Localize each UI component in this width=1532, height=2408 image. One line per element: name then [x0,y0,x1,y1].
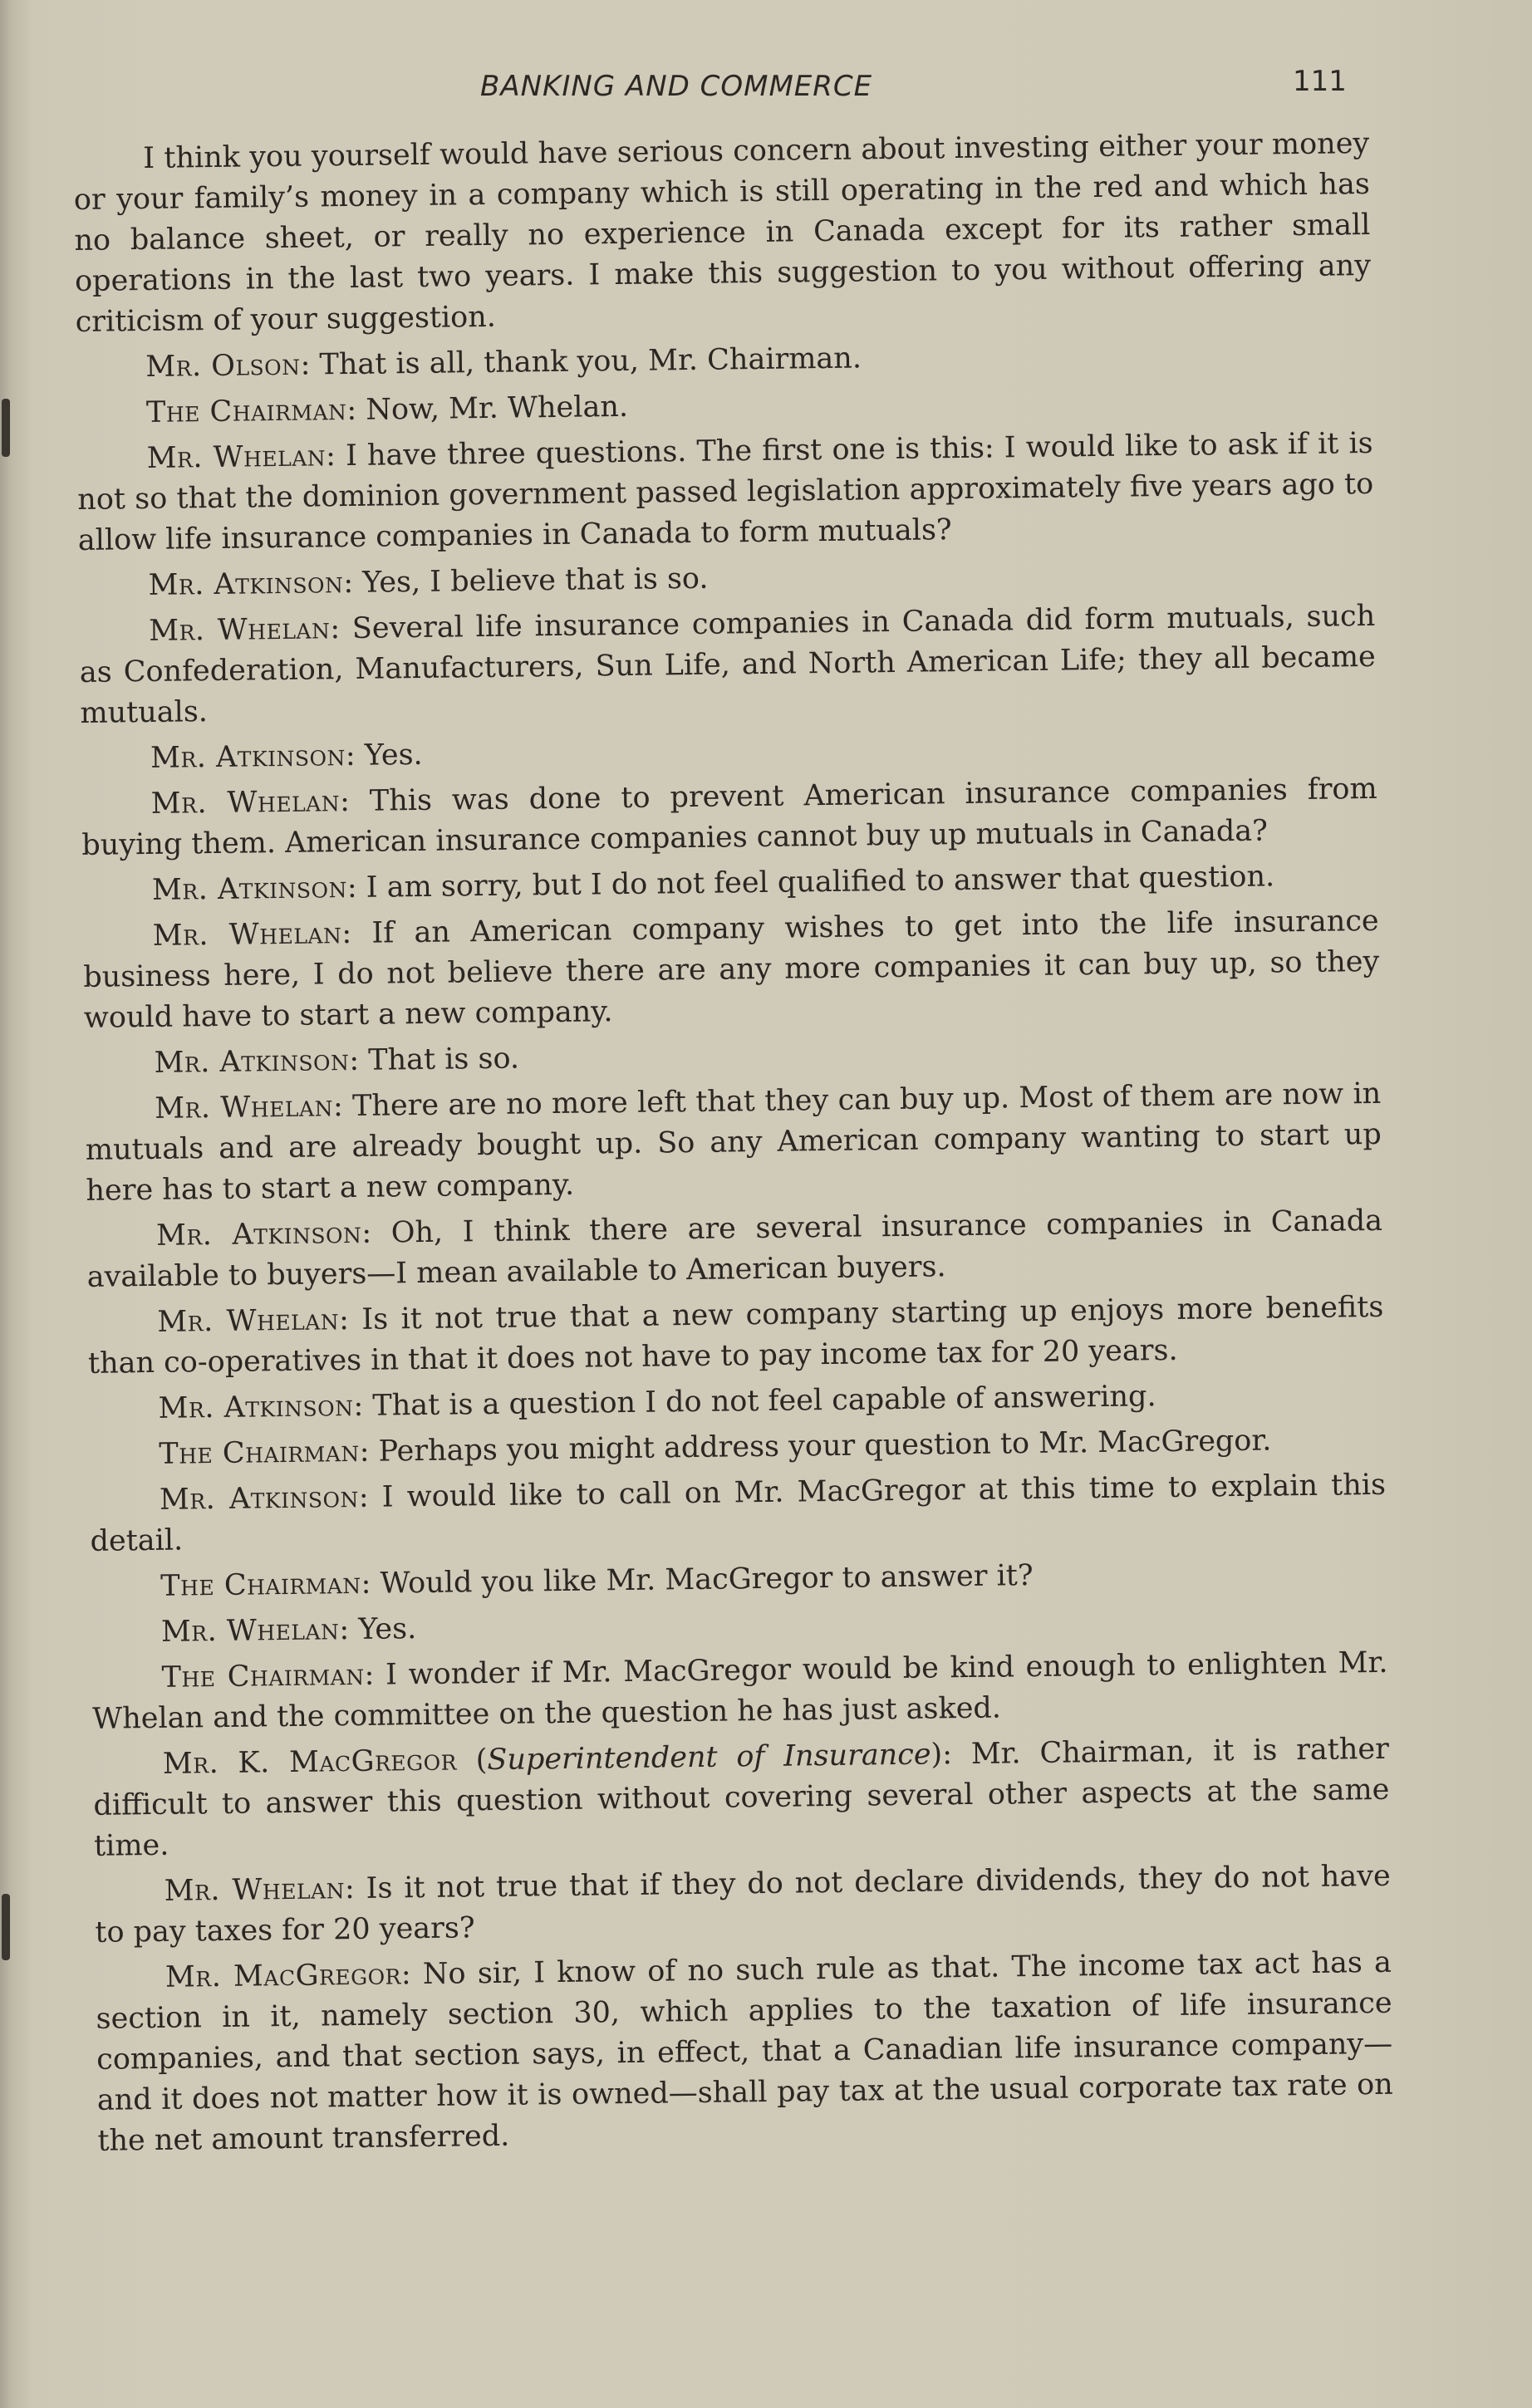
speech-text: This was done to prevent American insurance companies from buying them. American insurance companies cannot buy up mutuals in Canada? [81,772,1377,862]
speaker-name: Mr. Whelan [150,785,341,821]
transcript-paragraph: Mr. Olson: That is all, thank you, Mr. Chairman. [145,341,862,384]
speech-text: If an American company wishes to get into the life insurance business here, I do not believe there are any more companies it can buy up, so they would have to start a new company. [83,904,1380,1035]
speaker-name: Mr. Atkinson [150,739,346,775]
transcript-paragraph: Mr. Whelan: Several life insurance companies in Canada did form mutuals, such as Confederation, Manufacturers, Sun Life, and North American Life; they all became mutuals. [79,599,1376,730]
speech-text: Now, Mr. Whelan. [366,390,629,427]
transcript-paragraph: The Chairman: Now, Mr. Whelan. [145,390,629,429]
speech-text: Oh, I think there are several insurance companies in Canada available to buyers—I mean available to American buyers. [86,1204,1383,1294]
speech-text: No sir, I know of no such rule as that. The income tax act has a section in it, namely section 30, which applies to the taxation of life insurance companies, and that section says, in effect, that a Canadian life insurance company—and it does not matter how it is owned—shall pay tax at the usual corporate tax rate on the net amount transferred. [96,1945,1393,2158]
transcript-paragraph: Mr. Whelan: There are no more left that they can buy up. Most of them are now in mutuals and are already bought up. So any American company wanting to start up here has to start a new company. [85,1076,1382,1208]
transcript-paragraph: Mr. Atkinson: That is a question I do not feel capable of answering. [158,1380,1156,1425]
speaker-name: Mr. Whelan [160,1613,340,1649]
speaker-name: Mr. K. MacGregor [162,1743,458,1781]
speaker-name: Mr. Atkinson [158,1389,354,1425]
transcript-paragraph: Mr. K. MacGregor (Superintendent of Insurance): Mr. Chairman, it is rather difficult to answer this question without covering several other aspects at the same time. [93,1732,1390,1863]
speech-text: Yes. [364,738,423,772]
page-header [0,65,1532,115]
speech-text: Yes. [358,1612,417,1646]
speech-text: Perhaps you might address your question to Mr. MacGregor. [378,1424,1272,1469]
speech-text: I think you yourself would have serious concern about investing either your money or your family’s money in a company which is still operating in the red and which has no balance sheet, or really no experience in Canada except for its rather small operations in the last two years. I make this suggestion to you without offering any criticism of your suggestion. [73,126,1372,339]
transcript-paragraph: Mr. Whelan: Is it not true that if they do not declare dividends, they do not have to pay taxes for 20 years? [95,1859,1391,1949]
transcript-paragraph: Mr. Whelan: Is it not true that a new company starting up enjoys more benefits than co-operatives in that it does not have to pay income tax for 20 years. [87,1290,1384,1381]
speaker-name: Mr. Whelan [164,1872,346,1908]
speaker-name: Mr. Olson [145,348,301,384]
speaker-name: Mr. Atkinson [154,1044,350,1080]
speech-text: Is it not true that if they do not declare dividends, they do not have to pay taxes for 20 years? [95,1859,1391,1949]
speech-text: I would like to call on Mr. MacGregor at this time to explain this detail. [90,1468,1387,1558]
page-edge-mark-bottom [2,1894,10,1960]
speaker-name: Mr. Atkinson [148,566,344,602]
speech-text: I am sorry, but I do not feel qualified to answer that question. [366,860,1275,905]
transcript-paragraph: Mr. Whelan: If an American company wishes to get into the life insurance business here, I do not believe there are any more companies it can buy up, so they would have to start a new company. [83,904,1380,1035]
transcript-paragraph: Mr. Atkinson: Oh, I think there are several insurance companies in Canada available to buyers—I mean available to American buyers. [86,1204,1383,1294]
speaker-name: Mr. Whelan [146,439,327,475]
speaker-name: Mr. Atkinson [159,1480,360,1517]
speech-text: Several life insurance companies in Canada did form mutuals, such as Confederation, Manufacturers, Sun Life, and North American Life; they all became mutuals. [79,599,1376,730]
speaker-name: The Chairman [160,1567,361,1603]
speech-text: Would you like Mr. MacGregor to answer it? [380,1559,1034,1601]
speech-text: Yes, I believe that is so. [362,562,709,600]
page-number: 111 [1293,65,1347,98]
page-edge-mark-top [2,399,10,457]
speaker-name: Mr. Whelan [157,1303,340,1339]
transcript-paragraph: Mr. Atkinson: I am sorry, but I do not feel qualified to answer that question. [151,860,1275,907]
speech-text: Mr. Chairman, it is rather difficult to answer this question without covering several other aspects at the same time. [93,1732,1390,1863]
speaker-name: Mr. Whelan [155,1090,334,1126]
speech-text: I wonder if Mr. MacGregor would be kind enough to enlighten Mr. Whelan and the committee on the question he has just asked. [91,1645,1388,1736]
transcript-paragraph: Mr. MacGregor: No sir, I know of no such rule as that. The income tax act has a section in it, namely section 30, which applies to the taxation of life insurance companies, and that section says, in effect, that a Canadian life insurance company—and it does not matter how it is owned—shall pay tax at the usual corporate tax rate on the net amount transferred. [96,1945,1393,2158]
transcript-paragraph: The Chairman: Perhaps you might address your question to Mr. MacGregor. [159,1424,1272,1471]
transcript-paragraph: Mr. Whelan: This was done to prevent American insurance companies from buying them. American insurance companies cannot buy up mutuals in Canada? [81,772,1377,862]
transcript-paragraph [73,124,1372,343]
transcript-paragraph: Mr. Atkinson: Yes, I believe that is so. [148,562,709,602]
speaker-role: Superintendent of Insurance [487,1738,931,1778]
transcript-paragraph: Mr. Atkinson: I would like to call on Mr. MacGregor at this time to explain this detail. [90,1468,1387,1558]
speech-text: There are no more left that they can buy up. Most of them are now in mutuals and are already bought up. So any American company wanting to start up here has to start a new company. [85,1076,1382,1208]
speaker-name: The Chairman [161,1658,365,1694]
transcript-paragraph: The Chairman: Would you like Mr. MacGregor to answer it? [160,1559,1034,1603]
speaker-name: Mr. Whelan [152,917,342,953]
speaker-name: The Chairman [159,1435,360,1471]
transcript-paragraph: Mr. Atkinson: Yes. [150,738,423,775]
transcript-paragraph: Mr. Whelan: Yes. [160,1612,417,1649]
transcript-paragraph: Mr. Atkinson: That is so. [154,1042,520,1080]
transcript-body [73,124,1394,2167]
speaker-name: The Chairman [145,394,347,429]
transcript-paragraph: The Chairman: I wonder if Mr. MacGregor would be kind enough to enlighten Mr. Whelan and the committee on the question he has just asked. [91,1645,1388,1736]
speech-text: That is so. [368,1042,520,1077]
speech-text: That is all, thank you, Mr. Chairman. [319,341,862,382]
speaker-name: Mr. Whelan [148,612,331,648]
speaker-name: Mr. MacGregor [164,1958,402,1994]
running-head: BANKING AND COMMERCE [480,70,873,103]
speech-text: I have three questions. The first one is this: I would like to ask if it is not so that the dominion government passed legislation approximately five years ago to allow life insurance companies in Canada to form mutuals? [77,426,1374,557]
speaker-name: Mr. Atkinson [151,871,348,907]
speech-text: That is a question I do not feel capable of answering. [372,1380,1156,1423]
speech-text: Is it not true that a new company starting up enjoys more benefits than co-operatives in that it does not have to pay income tax for 20 years. [87,1290,1384,1381]
speaker-name: Mr. Atkinson [155,1216,362,1253]
transcript-paragraph: Mr. Whelan: I have three questions. The first one is this: I would like to ask if it is not so that the dominion government passed legislation approximately five years ago to allow life insurance companies in Canada to form mutuals? [77,426,1374,557]
